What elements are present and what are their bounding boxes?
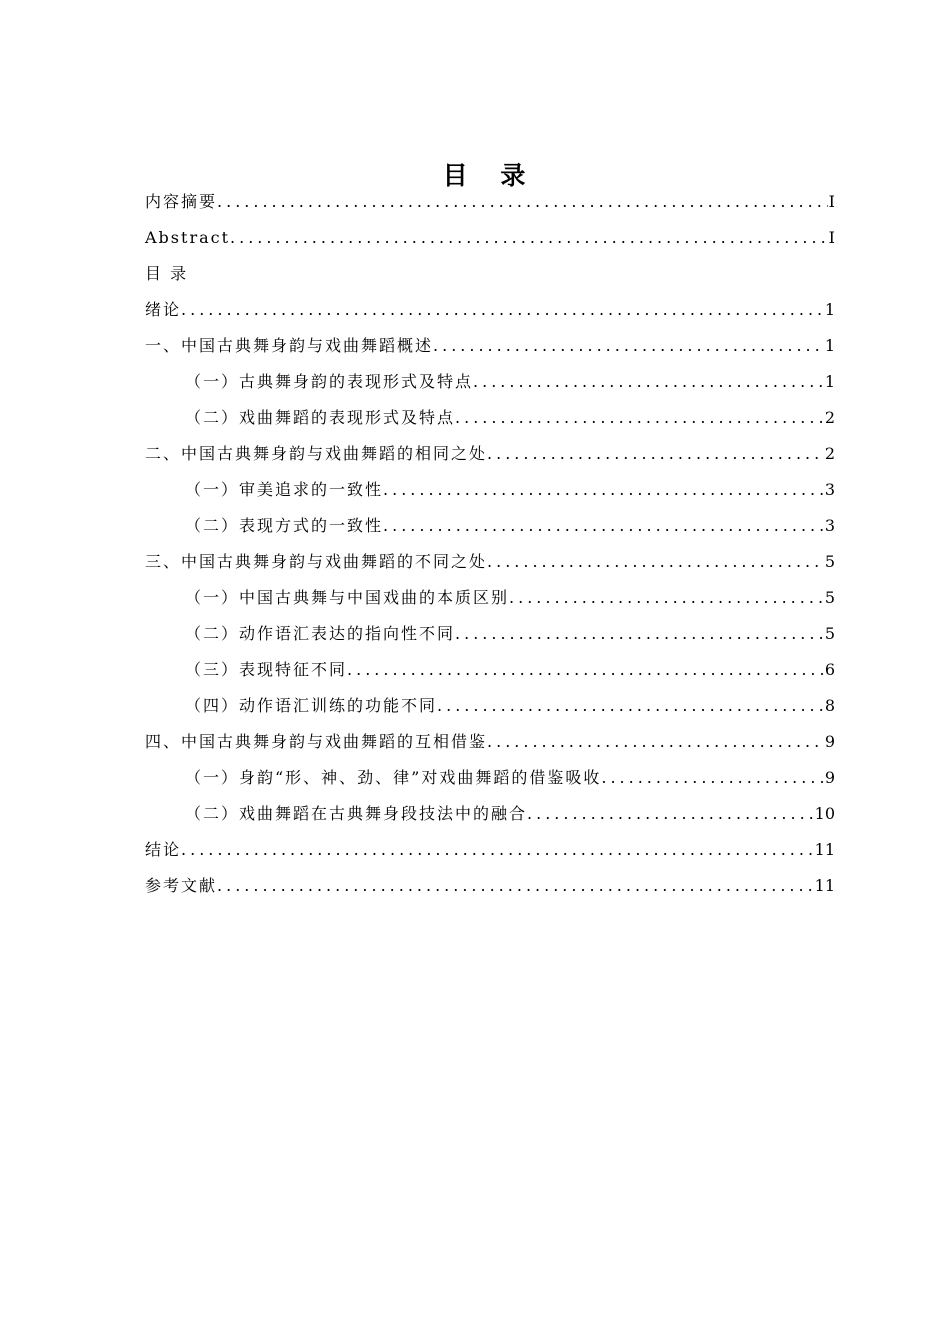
dot-leader xyxy=(487,544,824,580)
toc-entry-chapter-4[interactable] xyxy=(145,724,835,760)
toc-entry-section-1-1[interactable] xyxy=(145,364,835,400)
toc-entry-section-3-1[interactable] xyxy=(145,580,835,616)
toc-page-number: 1 xyxy=(824,336,835,355)
dot-leader xyxy=(181,832,814,868)
dot-leader xyxy=(455,616,824,652)
toc-entry-text: （二）动作语汇表达的指向性不同 xyxy=(185,624,456,643)
toc-page-number: 6 xyxy=(824,660,835,679)
toc-entry-text: 三、中国古典舞身韵与戏曲舞蹈的不同之处 xyxy=(145,552,488,571)
toc-entry-text: （四）动作语汇训练的功能不同 xyxy=(185,696,438,715)
dot-leader xyxy=(473,364,824,400)
dot-leader xyxy=(433,328,824,364)
toc-entry-text: 内容摘要 xyxy=(145,192,218,211)
dot-leader xyxy=(217,184,828,220)
toc-page-number: 11 xyxy=(814,840,835,859)
toc-page-number: 3 xyxy=(824,480,835,499)
toc-entry-text: 一、中国古典舞身韵与戏曲舞蹈概述 xyxy=(145,336,434,355)
toc-page-number: 1 xyxy=(824,372,835,391)
toc-entry-abstract-en[interactable] xyxy=(145,220,835,256)
toc-entry-chapter-1[interactable] xyxy=(145,328,835,364)
toc-entry-conclusion[interactable] xyxy=(145,832,835,868)
toc-page-number: 10 xyxy=(814,804,835,823)
toc-entry-text: 参考文献 xyxy=(145,876,218,895)
toc-entry-section-4-2[interactable] xyxy=(145,796,835,832)
toc-page-number: 5 xyxy=(824,624,835,643)
toc-entry-text: （一）身韵“形、神、劲、律”对戏曲舞蹈的借鉴吸收 xyxy=(185,768,602,787)
dot-leader xyxy=(230,220,828,256)
toc-entry-text: 目 录 xyxy=(145,264,189,283)
toc-entry-text: （一）古典舞身韵的表现形式及特点 xyxy=(185,372,474,391)
toc-entry-section-4-1[interactable] xyxy=(145,760,835,796)
toc-page-number: I xyxy=(828,228,835,247)
toc-page-number: 11 xyxy=(814,876,835,895)
toc-page-number: 5 xyxy=(824,552,835,571)
toc-page-number: 2 xyxy=(824,444,835,463)
toc-entry-section-1-2[interactable] xyxy=(145,400,835,436)
toc-entry-section-3-4[interactable] xyxy=(145,688,835,724)
toc-entry-abstract-cn[interactable] xyxy=(145,184,835,220)
dot-leader xyxy=(383,508,824,544)
table-of-contents xyxy=(145,184,835,904)
toc-entry-section-3-3[interactable] xyxy=(145,652,835,688)
dot-leader xyxy=(601,760,823,796)
toc-entry-text: （三）表现特征不同 xyxy=(185,660,348,679)
toc-page-number: 9 xyxy=(824,768,835,787)
toc-entry-references[interactable] xyxy=(145,868,835,904)
dot-leader xyxy=(437,688,824,724)
toc-page-number: 1 xyxy=(824,300,835,319)
toc-entry-text: （二）戏曲舞蹈在古典舞身段技法中的融合 xyxy=(185,804,528,823)
dot-leader xyxy=(487,436,824,472)
page-title: 目 录 xyxy=(442,161,538,190)
toc-entry-chapter-2[interactable] xyxy=(145,436,835,472)
toc-page-number: 8 xyxy=(824,696,835,715)
toc-entry-text: （一）审美追求的一致性 xyxy=(185,480,384,499)
toc-entry-text: 四、中国古典舞身韵与戏曲舞蹈的互相借鉴 xyxy=(145,732,488,751)
toc-entry-chapter-3[interactable] xyxy=(145,544,835,580)
dot-leader xyxy=(509,580,824,616)
toc-entry-text: （一）中国古典舞与中国戏曲的本质区别 xyxy=(185,588,510,607)
dot-leader xyxy=(347,652,824,688)
toc-entry-text: 二、中国古典舞身韵与戏曲舞蹈的相同之处 xyxy=(145,444,488,463)
dot-leader xyxy=(487,724,824,760)
toc-entry-text: Abstract xyxy=(145,228,231,247)
dot-leader xyxy=(383,472,824,508)
toc-entry-section-3-2[interactable] xyxy=(145,616,835,652)
toc-page-number: 9 xyxy=(824,732,835,751)
dot-leader xyxy=(217,868,814,904)
toc-entry-introduction[interactable] xyxy=(145,292,835,328)
toc-page-number: I xyxy=(828,192,835,211)
toc-page-number: 2 xyxy=(824,408,835,427)
toc-page-number: 3 xyxy=(824,516,835,535)
toc-page-number: 5 xyxy=(824,588,835,607)
dot-leader xyxy=(181,292,824,328)
dot-leader xyxy=(455,400,824,436)
toc-entry-text: （二）表现方式的一致性 xyxy=(185,516,384,535)
toc-entry-section-2-1[interactable] xyxy=(145,472,835,508)
toc-entry-text: 绪论 xyxy=(145,300,182,319)
toc-entry-text: （二）戏曲舞蹈的表现形式及特点 xyxy=(185,408,456,427)
dot-leader xyxy=(527,796,814,832)
toc-entry-section-2-2[interactable] xyxy=(145,508,835,544)
toc-entry-text: 结论 xyxy=(145,840,182,859)
toc-entry-contents[interactable] xyxy=(145,256,835,292)
